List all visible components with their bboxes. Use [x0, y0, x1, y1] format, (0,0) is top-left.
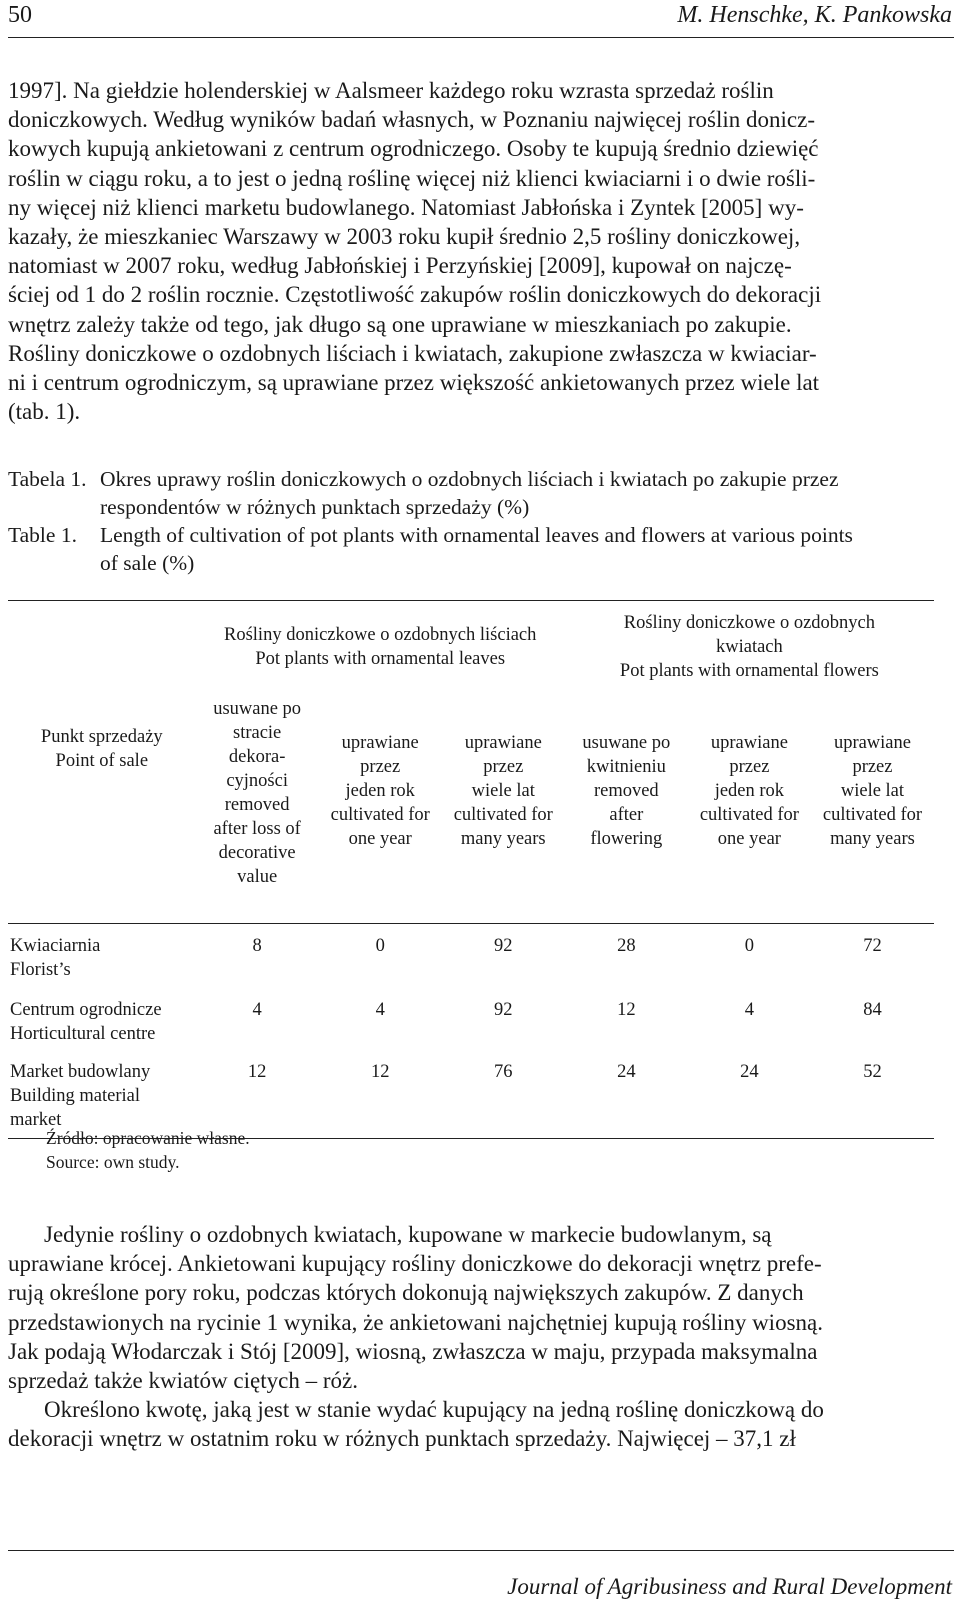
table-cell: 8 — [252, 936, 262, 956]
column-header-flowers-one-year: uprawiane przez jeden rok cultivated for one year — [688, 691, 811, 924]
text-line: 1997]. Na giełdzie holenderskiej w Aalsmeer każdego roku wzrasta sprzedaż roślin — [8, 78, 774, 103]
table-cell: 4 — [252, 1000, 262, 1020]
caption-line: of sale (%) — [100, 551, 195, 575]
table-cell: 84 — [863, 1000, 882, 1020]
column-header-leaves-one-year: uprawiane przez jeden rok cultivated for one year — [319, 691, 442, 924]
row-label: Market budowlany Building material market — [8, 1060, 196, 1139]
column-header-leaves-many-years: uprawiane przez wiele lat cultivated for many years — [442, 691, 565, 924]
text-line: Jak podają Włodarczak i Stój [2009], wiosną, zwłaszcza w maju, przypada maksymalna — [8, 1338, 818, 1364]
text-line: roślin w ciągu roku, a to jest o jedną roślinę więcej niż klienci kwiaciarni i o dwie rośli- — [8, 165, 816, 191]
text-line: uprawiane krócej. Ankietowani kupujący rośliny doniczkowe do dekoracji wnętrz prefe- — [8, 1251, 822, 1277]
column-header-flowers-many-years: uprawiane przez wiele lat cultivated for many years — [811, 691, 934, 924]
column-header-removed-after-decorative-loss: usuwane po stracie dekora- cyjności removed after loss of decorative value — [196, 691, 319, 924]
table-cell: 76 — [442, 1060, 565, 1139]
table-cell: 4 — [744, 1000, 755, 1020]
table-column-header-row — [8, 691, 934, 924]
text-line: (tab. 1). — [8, 399, 81, 425]
caption-english — [8, 521, 948, 577]
caption-polish — [8, 465, 948, 521]
table-cell: 92 — [494, 1000, 513, 1020]
text-line: ni i centrum ogrodniczym, są uprawiane przez większość ankietowanych przez wiele lat — [8, 370, 820, 396]
caption-line: Okres uprawy roślin doniczkowych o ozdobnych liściach i kwiatach po zakupie przez — [100, 467, 839, 491]
table-cell: 12 — [617, 1000, 636, 1020]
text-line: Jedynie rośliny o ozdobnych kwiatach, kupowane w markecie budowlanym, są — [44, 1222, 772, 1247]
row-label: Centrum ogrodnicze Horticultural centre — [10, 1000, 162, 1044]
table-cell: 0 — [744, 936, 755, 956]
text-line: natomiast w 2007 roku, według Jabłońskiej i Perzyńskiej [2009], kupował on najczę- — [8, 253, 792, 279]
table-cell: 24 — [565, 1060, 688, 1139]
table-source: Źródło: opracowanie własne. Source: own study. — [46, 1128, 250, 1172]
footer-rule — [8, 1550, 954, 1551]
table-row — [8, 998, 934, 1060]
table-group-header-row — [8, 601, 934, 692]
caption-line: respondentów w różnych punktach sprzedaży (%) — [100, 495, 530, 519]
text-line: rują określone pory roku, podczas których dokonują największych zakupów. Z danych — [8, 1280, 804, 1306]
table-cell: 52 — [811, 1060, 934, 1139]
header-rule — [8, 37, 954, 38]
row-label: Kwiaciarnia Florist’s — [10, 936, 101, 980]
caption-line: Length of cultivation of pot plants with ornamental leaves and flowers at various points — [100, 523, 853, 547]
column-header-removed-after-flowering: usuwane po kwitnieniu removed after flowering — [565, 691, 688, 924]
group-header-leaves: Rośliny doniczkowe o ozdobnych liściach Pot plants with ornamental leaves — [196, 601, 565, 692]
text-line: ściej od 1 do 2 roślin rocznie. Częstotliwość zakupów roślin doniczkowych do dekoracji — [8, 282, 822, 308]
table-cell: 24 — [688, 1060, 811, 1139]
caption-label-en: Table 1. — [8, 523, 77, 547]
body-paragraph-1 — [8, 1220, 950, 1395]
text-line: dekoracji wnętrz w ostatnim roku w różnych punktach sprzedaży. Najwięcej – 37,1 zł — [8, 1426, 796, 1452]
text-line: Określono kwotę, jaką jest w stanie wydać kupujący na jedną roślinę doniczkową do — [44, 1397, 824, 1422]
text-line: ny więcej niż klienci marketu budowlanego. Natomiast Jabłońska i Zyntek [2005] wy- — [8, 194, 804, 220]
text-line: sprzedaż także kwiatów ciętych – róż. — [8, 1368, 358, 1394]
page-number: 50 — [8, 2, 32, 28]
table-cell: 0 — [375, 936, 385, 956]
text-line: kazały, że mieszkaniec Warszawy w 2003 roku kupił średnio 2,5 rośliny doniczkowej, — [8, 224, 801, 250]
journal-footer: Journal of Agribusiness and Rural Development — [507, 1574, 952, 1599]
table-cell: 12 — [196, 1060, 319, 1139]
text-line: przedstawionych na rycinie 1 wynika, że ankietowani najchętniej kupują rośliny wiosną. — [8, 1309, 823, 1335]
running-header-authors: M. Henschke, K. Pankowska — [677, 2, 952, 28]
intro-paragraph — [8, 76, 950, 426]
text-line: kowych kupują ankietowani z centrum ogrodniczego. Osoby te kupują średnio dziewięć — [8, 136, 819, 162]
text-line: doniczkowych. Według wyników badań własnych, w Poznaniu najwięcej roślin donicz- — [8, 107, 815, 133]
table-cell: 92 — [494, 936, 513, 956]
point-of-sale-header: Punkt sprzedaży Point of sale — [8, 691, 196, 924]
cultivation-table — [8, 600, 934, 1139]
table-cell: 12 — [319, 1060, 442, 1139]
table-cell: 28 — [617, 936, 636, 956]
text-line: Rośliny doniczkowe o ozdobnych liściach i kwiatach, zakupione zwłaszcza w kwiaciar- — [8, 340, 817, 366]
table-cell: 72 — [863, 936, 882, 956]
body-paragraph-2 — [8, 1395, 950, 1453]
table-caption — [8, 465, 948, 577]
table-cell: 4 — [375, 1000, 385, 1020]
group-header-flowers: Rośliny doniczkowe o ozdobnych kwiatach Pot plants with ornamental flowers — [565, 601, 934, 692]
table-row — [8, 924, 934, 999]
caption-label-pl: Tabela 1. — [8, 467, 87, 491]
text-line: wnętrz zależy także od tego, jak długo są one uprawiane w mieszkaniach po zakupie. — [8, 311, 792, 337]
